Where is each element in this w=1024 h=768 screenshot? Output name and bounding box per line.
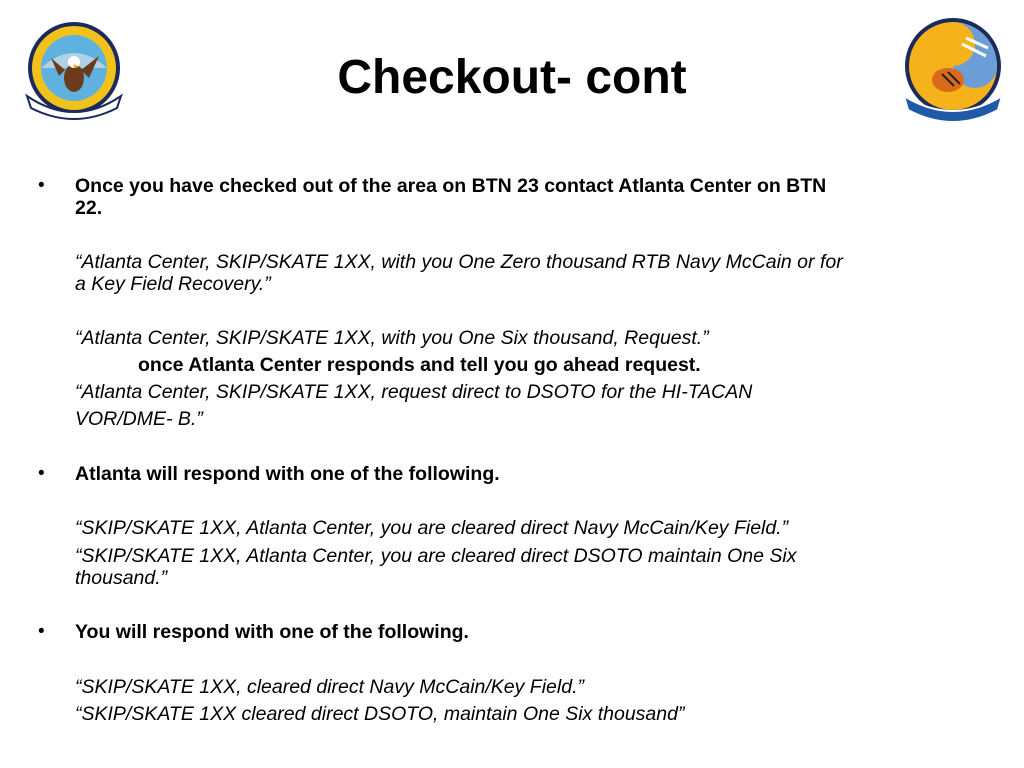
quote-3-line-2: VOR/DME- B.”: [75, 408, 203, 430]
bullet-2-text: Atlanta will respond with one of the following.: [75, 463, 500, 485]
reply-1: “SKIP/SKATE 1XX, cleared direct Navy McCain/Key Field.”: [75, 676, 584, 698]
bullet-1-line-2: 22.: [75, 197, 103, 219]
response-2-line-1: “SKIP/SKATE 1XX, Atlanta Center, you are cleared direct DSOTO maintain One Six: [75, 545, 797, 567]
bullet-1-marker: •: [38, 175, 45, 196]
quote-1-line-1: “Atlanta Center, SKIP/SKATE 1XX, with you One Zero thousand RTB Navy McCain or for: [75, 251, 843, 273]
slide-title: Checkout- cont: [337, 51, 687, 104]
instruction-line: once Atlanta Center responds and tell you go ahead request.: [138, 354, 701, 376]
bullet-1-line-1: Once you have checked out of the area on BTN 23 contact Atlanta Center on BTN: [75, 175, 827, 197]
quote-1-line-2: a Key Field Recovery.”: [75, 273, 271, 295]
response-1: “SKIP/SKATE 1XX, Atlanta Center, you are cleared direct Navy McCain/Key Field.”: [75, 517, 789, 539]
bullet-3-text: You will respond with one of the following.: [75, 621, 469, 643]
response-2-line-2: thousand.”: [75, 567, 168, 589]
bullet-3-marker: •: [38, 621, 45, 642]
quote-2: “Atlanta Center, SKIP/SKATE 1XX, with you One Six thousand, Request.”: [75, 327, 709, 349]
bullet-2-marker: •: [38, 463, 45, 484]
quote-3-line-1: “Atlanta Center, SKIP/SKATE 1XX, request direct to DSOTO for the HI-TACAN: [75, 381, 753, 403]
reply-2: “SKIP/SKATE 1XX cleared direct DSOTO, maintain One Six thousand”: [75, 703, 685, 725]
